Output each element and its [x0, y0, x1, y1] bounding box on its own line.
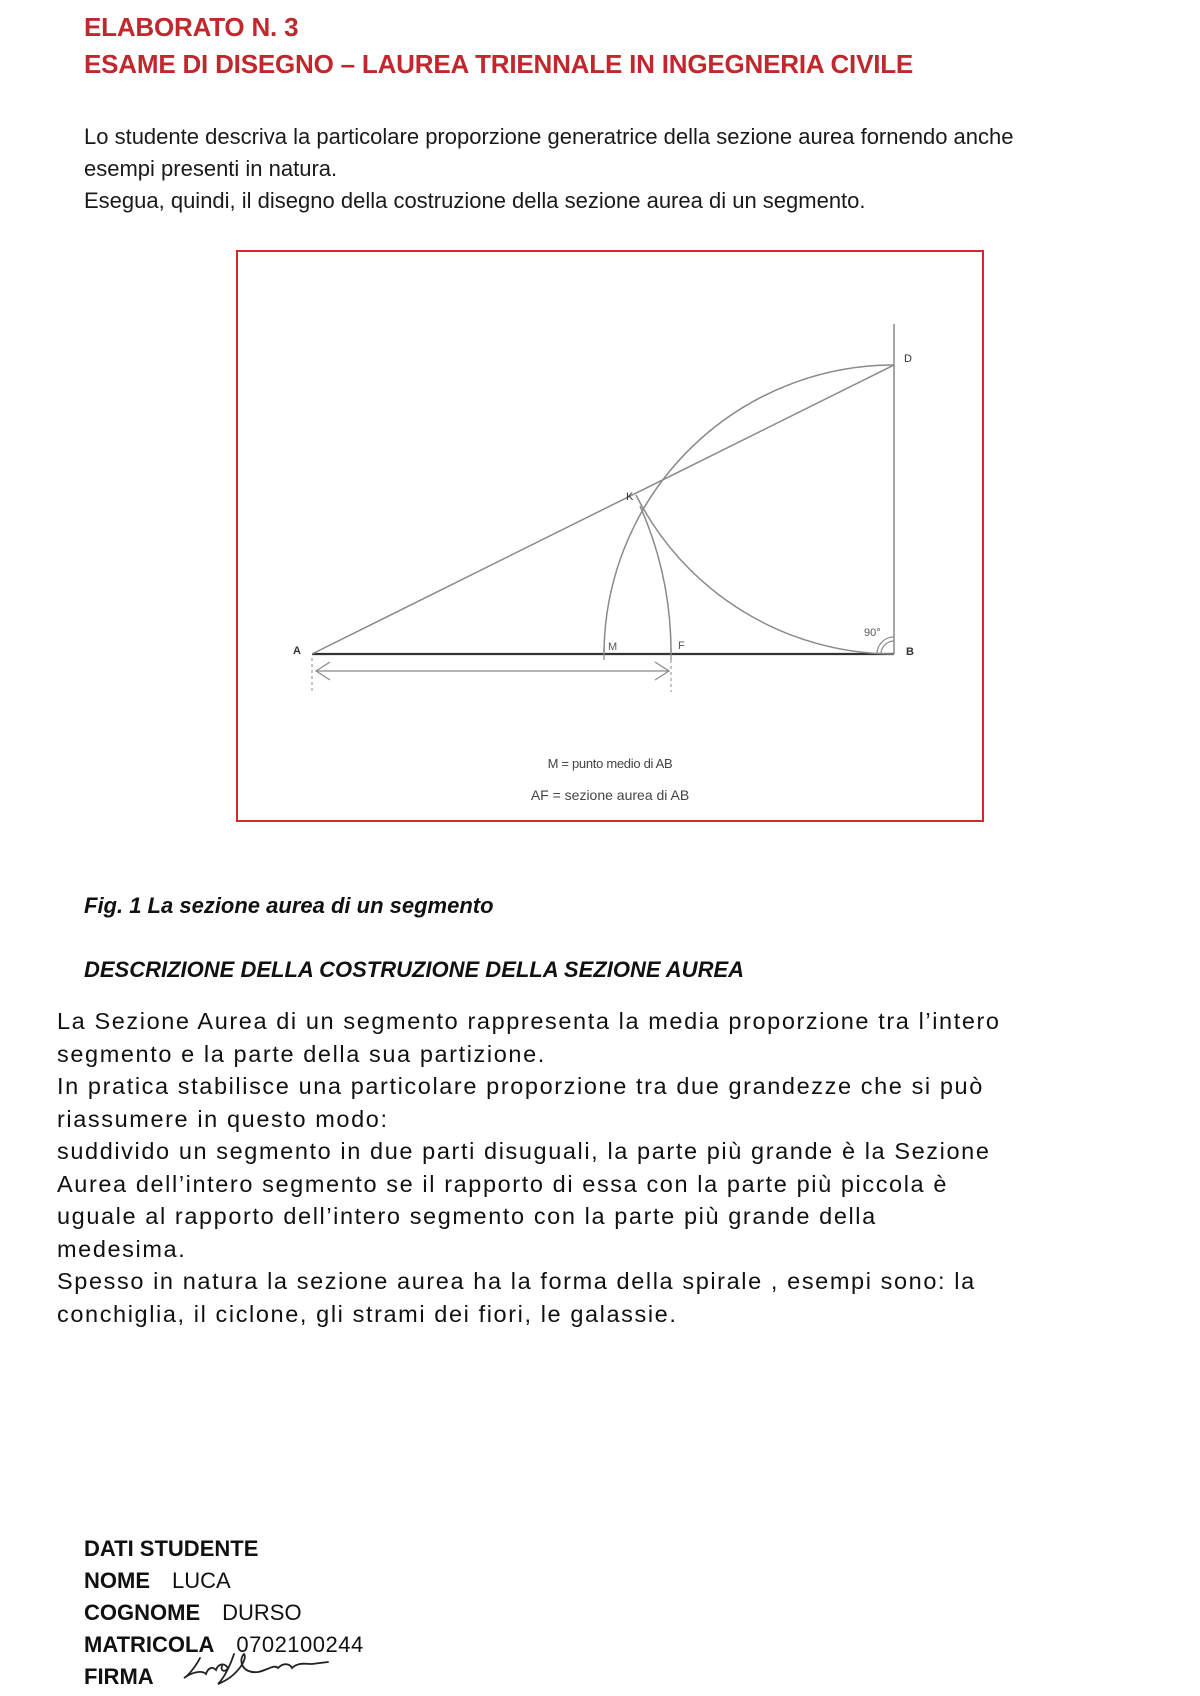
- description-text: [57, 1005, 1167, 1330]
- nome-label: NOME: [84, 1568, 150, 1593]
- label-f: F: [678, 640, 685, 652]
- legend-m: M = punto medio di AB: [547, 756, 673, 771]
- description-line: suddivido un segmento in due parti disuguali, la parte più grande è la Sezione: [57, 1138, 991, 1164]
- matricola-label: MATRICOLA: [84, 1632, 215, 1657]
- description-line: Aurea dell’intero segmento se il rapporto di essa con la parte più piccola è: [57, 1170, 949, 1197]
- figure-caption: Fig. 1 La sezione aurea di un segmento: [84, 893, 494, 918]
- cognome-label: COGNOME: [84, 1600, 201, 1625]
- cognome-value: DURSO: [222, 1600, 302, 1625]
- document-title: ELABORATO N. 3: [84, 12, 299, 42]
- document-subtitle: ESAME DI DISEGNO – LAUREA TRIENNALE IN INGEGNERIA CIVILE: [84, 49, 914, 79]
- assignment-line: Esegua, quindi, il disegno della costruzione della sezione aurea di un segmento.: [84, 188, 866, 213]
- right-angle-arc: [881, 641, 894, 654]
- description-line: riassumere in questo modo:: [57, 1105, 389, 1132]
- description-line: In pratica stabilisce una particolare proporzione tra due grandezze che si può: [57, 1073, 984, 1099]
- line-ad: [312, 365, 894, 654]
- label-m: M: [608, 641, 618, 653]
- arc-centered-m: [604, 365, 894, 654]
- description-heading: DESCRIZIONE DELLA COSTRUZIONE DELLA SEZIONE AUREA: [84, 957, 745, 982]
- description-line: La Sezione Aurea di un segmento rappresenta la media proporzione tra l’intero: [57, 1008, 1001, 1034]
- legend-af: AF = sezione aurea di AB: [530, 787, 690, 803]
- assignment-text: [84, 121, 1124, 217]
- label-a: A: [293, 645, 301, 657]
- matricola-value: 0702100244: [236, 1632, 364, 1657]
- description-line: medesima.: [57, 1235, 187, 1262]
- label-b: B: [906, 646, 914, 658]
- figure-frame: [236, 250, 984, 822]
- firma-label: FIRMA: [84, 1664, 154, 1689]
- description-line: segmento e la parte della sua partizione.: [57, 1040, 546, 1067]
- description-line: conchiglia, il ciclone, gli strami dei fiori, le galassie.: [57, 1300, 678, 1327]
- assignment-line: esempi presenti in natura.: [84, 156, 338, 181]
- arc-centered-d: [636, 495, 894, 654]
- handwritten-signature: [178, 1648, 338, 1690]
- description-line: uguale al rapporto dell’intero segmento con la parte più grande della: [57, 1203, 877, 1229]
- assignment-line: Lo studente descriva la particolare proporzione generatrice della sezione aurea fornendo anche: [84, 124, 1014, 149]
- label-d: D: [904, 353, 912, 365]
- golden-section-drawing: [238, 252, 982, 820]
- right-angle-arc: [877, 637, 894, 654]
- nome-value: LUCA: [172, 1568, 231, 1593]
- label-k: K: [626, 491, 634, 503]
- student-data-title: DATI STUDENTE: [84, 1536, 259, 1561]
- label-angle: 90°: [864, 627, 881, 639]
- description-line: Spesso in natura la sezione aurea ha la forma della spirale , esempi sono: la: [57, 1268, 976, 1294]
